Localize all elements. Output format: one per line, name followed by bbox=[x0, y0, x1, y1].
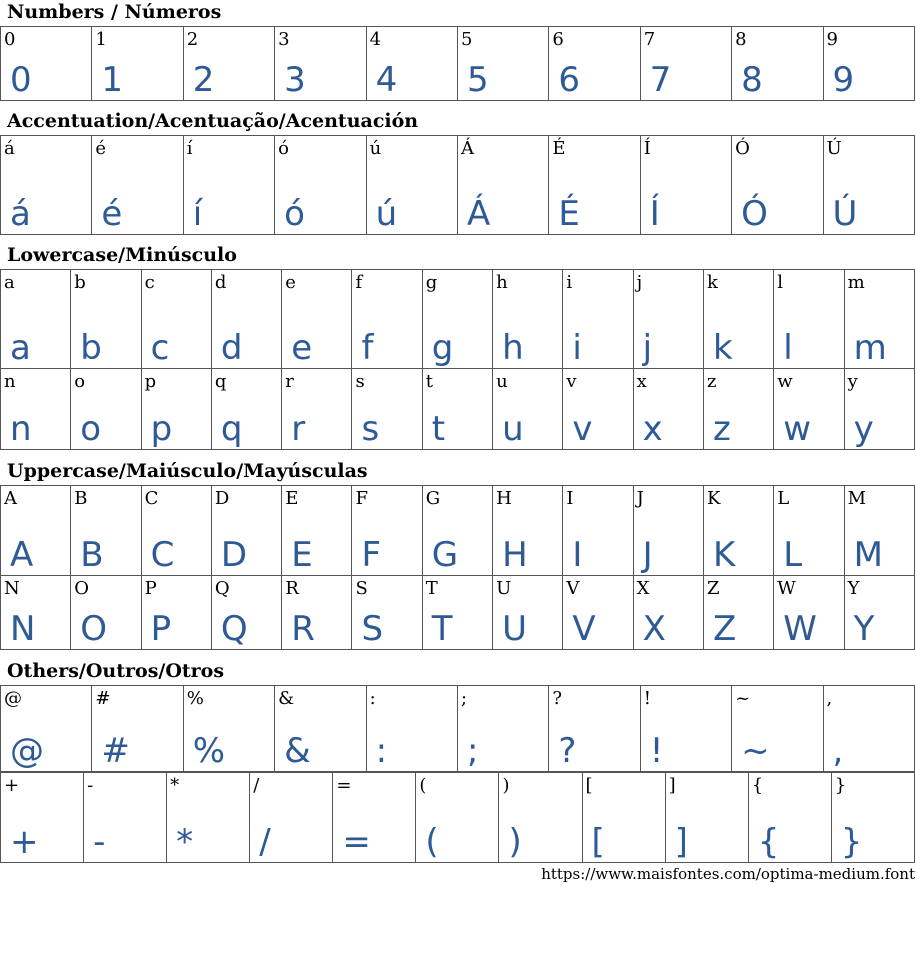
glyph-label: F bbox=[355, 488, 368, 509]
glyph-cell bbox=[416, 773, 499, 863]
glyph-label: v bbox=[566, 371, 577, 392]
glyph-cell bbox=[823, 27, 914, 101]
glyph-cell bbox=[582, 773, 665, 863]
glyph-label: k bbox=[706, 272, 718, 293]
glyph-label: A bbox=[4, 488, 17, 509]
glyph-cell bbox=[665, 773, 748, 863]
glyph-cell bbox=[549, 27, 640, 101]
glyph-cell bbox=[640, 27, 731, 101]
glyph-sample: e bbox=[291, 328, 313, 368]
glyph-cell bbox=[823, 686, 914, 772]
glyph-sample: 7 bbox=[649, 60, 672, 100]
glyph-sample: Ó bbox=[741, 194, 768, 234]
lowercase-grid bbox=[0, 269, 915, 450]
glyph-cell bbox=[549, 686, 640, 772]
glyph-label: 6 bbox=[552, 29, 564, 50]
glyph-sample: % bbox=[192, 731, 226, 771]
glyph-sample: k bbox=[712, 328, 733, 368]
glyph-cell bbox=[633, 369, 703, 450]
glyph-cell bbox=[774, 486, 844, 576]
glyph-sample: 1 bbox=[101, 60, 124, 100]
glyph-cell bbox=[1, 686, 92, 772]
glyph-sample: & bbox=[284, 731, 311, 771]
glyph-cell bbox=[141, 369, 211, 450]
glyph-sample: ~ bbox=[741, 731, 770, 771]
glyph-label: ] bbox=[668, 775, 676, 796]
glyph-sample: S bbox=[361, 609, 384, 649]
glyph-label: ! bbox=[643, 688, 651, 709]
glyph-cell bbox=[183, 136, 274, 235]
glyph-label: Z bbox=[706, 578, 720, 599]
glyph-sample: = bbox=[342, 822, 371, 862]
glyph-label: Y bbox=[847, 578, 860, 599]
glyph-label: & bbox=[278, 688, 295, 709]
glyph-label: N bbox=[4, 578, 20, 599]
glyph-cell bbox=[831, 773, 914, 863]
glyph-label: M bbox=[847, 488, 866, 509]
glyph-sample: y bbox=[853, 409, 874, 449]
glyph-sample: { bbox=[757, 822, 780, 862]
glyph-cell bbox=[422, 369, 492, 450]
glyph-sample: h bbox=[502, 328, 524, 368]
glyph-sample: i bbox=[572, 328, 582, 368]
glyph-sample: } bbox=[840, 822, 863, 862]
glyph-label: a bbox=[4, 272, 15, 293]
glyph-cell bbox=[493, 576, 563, 650]
glyph-sample: d bbox=[220, 328, 243, 368]
glyph-label: é bbox=[95, 138, 107, 159]
glyph-sample: r bbox=[291, 409, 306, 449]
glyph-label: I bbox=[566, 488, 574, 509]
glyph-cell bbox=[366, 686, 457, 772]
others-grid-row-2 bbox=[0, 772, 915, 863]
glyph-sample: Y bbox=[853, 609, 875, 649]
glyph-cell bbox=[563, 486, 633, 576]
glyph-sample: p bbox=[150, 409, 173, 449]
glyph-cell bbox=[844, 576, 914, 650]
glyph-cell bbox=[282, 486, 352, 576]
glyph-cell bbox=[211, 369, 281, 450]
section-title-numbers: Numbers / Números bbox=[7, 1, 222, 23]
glyph-sample: X bbox=[642, 609, 666, 649]
glyph-cell bbox=[844, 270, 914, 369]
glyph-label: y bbox=[847, 371, 858, 392]
glyph-label: L bbox=[777, 488, 790, 509]
glyph-label: - bbox=[87, 775, 94, 796]
glyph-cell bbox=[422, 576, 492, 650]
glyph-cell bbox=[167, 773, 250, 863]
glyph-cell bbox=[823, 136, 914, 235]
glyph-sample: c bbox=[150, 328, 170, 368]
glyph-sample: ó bbox=[284, 194, 305, 234]
glyph-cell bbox=[1, 270, 71, 369]
glyph-sample: n bbox=[10, 409, 32, 449]
glyph-label: 8 bbox=[735, 29, 747, 50]
glyph-cell bbox=[563, 369, 633, 450]
glyph-sample: 3 bbox=[284, 60, 306, 100]
glyph-sample: z bbox=[712, 409, 731, 449]
glyph-cell bbox=[211, 576, 281, 650]
glyph-label: ? bbox=[552, 688, 562, 709]
glyph-sample: É bbox=[558, 194, 580, 234]
glyph-label: } bbox=[834, 775, 847, 796]
glyph-label: u bbox=[496, 371, 508, 392]
glyph-sample: ; bbox=[466, 731, 479, 771]
glyph-sample: Á bbox=[466, 194, 491, 234]
glyph-sample: f bbox=[361, 328, 374, 368]
glyph-cell bbox=[282, 369, 352, 450]
glyph-label: Í bbox=[643, 138, 651, 159]
glyph-cell bbox=[422, 270, 492, 369]
glyph-sample: ) bbox=[508, 822, 522, 862]
glyph-label: , bbox=[826, 688, 833, 709]
glyph-sample: g bbox=[431, 328, 454, 368]
glyph-sample: ú bbox=[375, 194, 398, 234]
glyph-label: 1 bbox=[95, 29, 107, 50]
glyph-label: i bbox=[566, 272, 573, 293]
glyph-label: K bbox=[706, 488, 721, 509]
glyph-cell bbox=[366, 136, 457, 235]
glyph-sample: @ bbox=[10, 731, 44, 771]
glyph-cell bbox=[183, 27, 274, 101]
glyph-cell bbox=[732, 136, 823, 235]
glyph-sample: - bbox=[93, 822, 106, 862]
glyph-cell bbox=[774, 369, 844, 450]
glyph-cell bbox=[640, 136, 731, 235]
glyph-cell bbox=[1, 576, 71, 650]
glyph-label: J bbox=[636, 488, 644, 509]
glyph-label: s bbox=[355, 371, 365, 392]
glyph-sample: ] bbox=[674, 822, 688, 862]
glyph-label: t bbox=[425, 371, 434, 392]
glyph-sample: ( bbox=[425, 822, 439, 862]
glyph-sample: v bbox=[572, 409, 593, 449]
glyph-cell bbox=[844, 486, 914, 576]
glyph-sample: J bbox=[642, 535, 653, 575]
glyph-label: D bbox=[214, 488, 230, 509]
glyph-sample: V bbox=[572, 609, 596, 649]
glyph-label: Ú bbox=[826, 138, 842, 159]
glyph-cell bbox=[774, 576, 844, 650]
glyph-cell bbox=[211, 270, 281, 369]
glyph-cell bbox=[633, 576, 703, 650]
glyph-label: Q bbox=[214, 578, 230, 599]
glyph-sample: / bbox=[259, 822, 271, 862]
glyph-cell bbox=[1, 27, 92, 101]
glyph-sample: # bbox=[101, 731, 130, 771]
glyph-sample: U bbox=[502, 609, 527, 649]
glyph-label: n bbox=[4, 371, 16, 392]
glyph-label: H bbox=[496, 488, 512, 509]
glyph-cell bbox=[275, 27, 366, 101]
glyph-sample: o bbox=[80, 409, 102, 449]
glyph-sample: í bbox=[192, 194, 203, 234]
glyph-label: = bbox=[336, 775, 352, 796]
glyph-label: o bbox=[74, 371, 86, 392]
glyph-cell bbox=[1, 136, 92, 235]
glyph-label: Ó bbox=[735, 138, 750, 159]
glyph-sample: Q bbox=[220, 609, 248, 649]
glyph-cell bbox=[71, 486, 141, 576]
glyph-sample: j bbox=[642, 328, 653, 368]
glyph-label: E bbox=[285, 488, 299, 509]
glyph-sample: 4 bbox=[375, 60, 398, 100]
glyph-sample: 2 bbox=[192, 60, 215, 100]
glyph-sample: x bbox=[642, 409, 663, 449]
glyph-label: T bbox=[425, 578, 438, 599]
glyph-cell bbox=[422, 486, 492, 576]
glyph-label: w bbox=[777, 371, 793, 392]
glyph-label: d bbox=[214, 272, 227, 293]
glyph-sample: O bbox=[80, 609, 108, 649]
glyph-cell bbox=[844, 369, 914, 450]
glyph-sample: , bbox=[832, 731, 844, 771]
glyph-label: q bbox=[214, 371, 227, 392]
section-title-accents: Accentuation/Acentuação/Acentuación bbox=[7, 110, 419, 132]
glyph-label: 5 bbox=[460, 29, 473, 50]
glyph-sample: 9 bbox=[832, 60, 855, 100]
glyph-sample: Ú bbox=[832, 194, 858, 234]
glyph-sample: M bbox=[853, 535, 883, 575]
glyph-cell bbox=[549, 136, 640, 235]
glyph-sample: s bbox=[361, 409, 380, 449]
glyph-cell bbox=[499, 773, 582, 863]
glyph-sample: H bbox=[502, 535, 528, 575]
glyph-cell bbox=[457, 686, 548, 772]
glyph-sample: 6 bbox=[558, 60, 580, 100]
glyph-sample: I bbox=[572, 535, 583, 575]
glyph-sample: q bbox=[220, 409, 243, 449]
accents-grid bbox=[0, 135, 915, 235]
glyph-label: f bbox=[355, 272, 363, 293]
glyph-cell bbox=[633, 486, 703, 576]
glyph-cell bbox=[141, 486, 211, 576]
glyph-label: / bbox=[253, 775, 260, 796]
uppercase-grid bbox=[0, 485, 915, 650]
glyph-sample: B bbox=[80, 535, 104, 575]
glyph-sample: á bbox=[10, 194, 31, 234]
glyph-sample: l bbox=[783, 328, 793, 368]
glyph-cell bbox=[71, 270, 141, 369]
glyph-cell bbox=[71, 576, 141, 650]
glyph-cell bbox=[282, 576, 352, 650]
glyph-cell bbox=[563, 576, 633, 650]
glyph-cell bbox=[563, 270, 633, 369]
glyph-sample: é bbox=[101, 194, 123, 234]
glyph-label: 7 bbox=[643, 29, 656, 50]
glyph-cell bbox=[92, 27, 183, 101]
glyph-cell bbox=[493, 486, 563, 576]
glyph-sample: G bbox=[431, 535, 459, 575]
glyph-cell bbox=[640, 686, 731, 772]
glyph-label: + bbox=[4, 775, 20, 796]
glyph-label: h bbox=[496, 272, 508, 293]
glyph-label: @ bbox=[4, 688, 22, 709]
glyph-cell bbox=[703, 270, 773, 369]
glyph-label: c bbox=[144, 272, 155, 293]
glyph-cell bbox=[92, 686, 183, 772]
glyph-cell bbox=[1, 773, 84, 863]
glyph-sample: 5 bbox=[466, 60, 489, 100]
glyph-sample: * bbox=[176, 822, 194, 862]
numbers-grid bbox=[0, 26, 915, 101]
section-title-lowercase: Lowercase/Minúsculo bbox=[7, 244, 237, 266]
glyph-cell bbox=[352, 576, 422, 650]
glyph-sample: F bbox=[361, 535, 382, 575]
glyph-label: Á bbox=[460, 138, 474, 159]
glyph-label: S bbox=[355, 578, 368, 599]
glyph-cell bbox=[457, 27, 548, 101]
glyph-label: P bbox=[144, 578, 157, 599]
glyph-sample: m bbox=[853, 328, 887, 368]
glyph-sample: t bbox=[431, 409, 446, 449]
glyph-cell bbox=[71, 369, 141, 450]
glyph-label: O bbox=[74, 578, 90, 599]
glyph-label: W bbox=[777, 578, 796, 599]
glyph-cell bbox=[275, 136, 366, 235]
glyph-sample: R bbox=[291, 609, 315, 649]
glyph-cell bbox=[282, 270, 352, 369]
glyph-cell bbox=[275, 686, 366, 772]
glyph-label: V bbox=[566, 578, 580, 599]
glyph-sample: Z bbox=[712, 609, 737, 649]
glyph-label: % bbox=[186, 688, 204, 709]
glyph-label: í bbox=[186, 138, 193, 159]
glyph-cell bbox=[703, 369, 773, 450]
glyph-label: p bbox=[144, 371, 157, 392]
glyph-cell bbox=[493, 270, 563, 369]
glyph-cell bbox=[141, 576, 211, 650]
glyph-sample: b bbox=[80, 328, 102, 368]
glyph-cell bbox=[352, 270, 422, 369]
glyph-sample: + bbox=[10, 822, 39, 862]
glyph-label: : bbox=[369, 688, 376, 709]
glyph-cell bbox=[774, 270, 844, 369]
glyph-cell bbox=[92, 136, 183, 235]
glyph-label: 4 bbox=[369, 29, 382, 50]
glyph-cell bbox=[352, 486, 422, 576]
glyph-label: r bbox=[285, 371, 294, 392]
glyph-cell bbox=[250, 773, 333, 863]
glyph-sample: w bbox=[783, 409, 812, 449]
glyph-label: G bbox=[425, 488, 441, 509]
glyph-label: x bbox=[636, 371, 647, 392]
glyph-cell bbox=[457, 136, 548, 235]
glyph-sample: A bbox=[10, 535, 34, 575]
glyph-cell bbox=[1, 486, 71, 576]
glyph-label: ; bbox=[460, 688, 468, 709]
others-grid-row-1 bbox=[0, 685, 915, 772]
glyph-label: # bbox=[95, 688, 111, 709]
glyph-sample: D bbox=[220, 535, 248, 575]
glyph-label: á bbox=[4, 138, 15, 159]
glyph-label: B bbox=[74, 488, 88, 509]
glyph-label: ) bbox=[502, 775, 510, 796]
glyph-label: g bbox=[425, 272, 438, 293]
glyph-cell bbox=[333, 773, 416, 863]
glyph-label: X bbox=[636, 578, 650, 599]
glyph-sample: T bbox=[431, 609, 453, 649]
glyph-label: ( bbox=[419, 775, 427, 796]
glyph-sample: ? bbox=[558, 731, 577, 771]
glyph-sample: ! bbox=[649, 731, 664, 771]
source-url: https://www.maisfontes.com/optima-medium.font bbox=[541, 865, 915, 883]
glyph-label: C bbox=[144, 488, 159, 509]
glyph-cell bbox=[352, 369, 422, 450]
glyph-cell bbox=[183, 686, 274, 772]
glyph-cell bbox=[703, 486, 773, 576]
glyph-sample: L bbox=[783, 535, 803, 575]
glyph-sample: a bbox=[10, 328, 31, 368]
glyph-label: { bbox=[751, 775, 764, 796]
glyph-sample: K bbox=[712, 535, 736, 575]
glyph-label: 9 bbox=[826, 29, 838, 50]
glyph-sample: E bbox=[291, 535, 313, 575]
glyph-label: 3 bbox=[278, 29, 290, 50]
glyph-sample: P bbox=[150, 609, 172, 649]
glyph-label: 2 bbox=[186, 29, 199, 50]
glyph-sample: : bbox=[375, 731, 388, 771]
section-title-others: Others/Outros/Otros bbox=[7, 660, 225, 682]
glyph-sample: Í bbox=[649, 194, 660, 234]
glyph-label: U bbox=[496, 578, 512, 599]
glyph-sample: 8 bbox=[741, 60, 763, 100]
glyph-cell bbox=[84, 773, 167, 863]
glyph-label: ó bbox=[278, 138, 290, 159]
glyph-cell bbox=[141, 270, 211, 369]
glyph-cell bbox=[732, 27, 823, 101]
glyph-sample: 0 bbox=[10, 60, 32, 100]
glyph-cell bbox=[211, 486, 281, 576]
glyph-cell bbox=[703, 576, 773, 650]
glyph-sample: C bbox=[150, 535, 175, 575]
glyph-sample: N bbox=[10, 609, 36, 649]
glyph-cell bbox=[1, 369, 71, 450]
glyph-label: ú bbox=[369, 138, 382, 159]
glyph-cell bbox=[732, 686, 823, 772]
glyph-cell bbox=[748, 773, 831, 863]
glyph-cell bbox=[366, 27, 457, 101]
glyph-sample: u bbox=[502, 409, 524, 449]
glyph-label: ~ bbox=[735, 688, 751, 709]
glyph-label: R bbox=[285, 578, 299, 599]
glyph-label: [ bbox=[585, 775, 593, 796]
glyph-cell bbox=[633, 270, 703, 369]
glyph-label: * bbox=[170, 775, 180, 796]
glyph-label: m bbox=[847, 272, 865, 293]
glyph-label: z bbox=[706, 371, 717, 392]
glyph-sample: [ bbox=[591, 822, 605, 862]
glyph-label: l bbox=[777, 272, 784, 293]
glyph-label: É bbox=[552, 138, 566, 159]
glyph-label: 0 bbox=[4, 29, 16, 50]
glyph-sample: W bbox=[783, 609, 817, 649]
glyph-label: b bbox=[74, 272, 86, 293]
glyph-label: j bbox=[636, 272, 643, 293]
section-title-uppercase: Uppercase/Maiúsculo/Mayúsculas bbox=[7, 460, 368, 482]
glyph-label: e bbox=[285, 272, 296, 293]
glyph-cell bbox=[493, 369, 563, 450]
